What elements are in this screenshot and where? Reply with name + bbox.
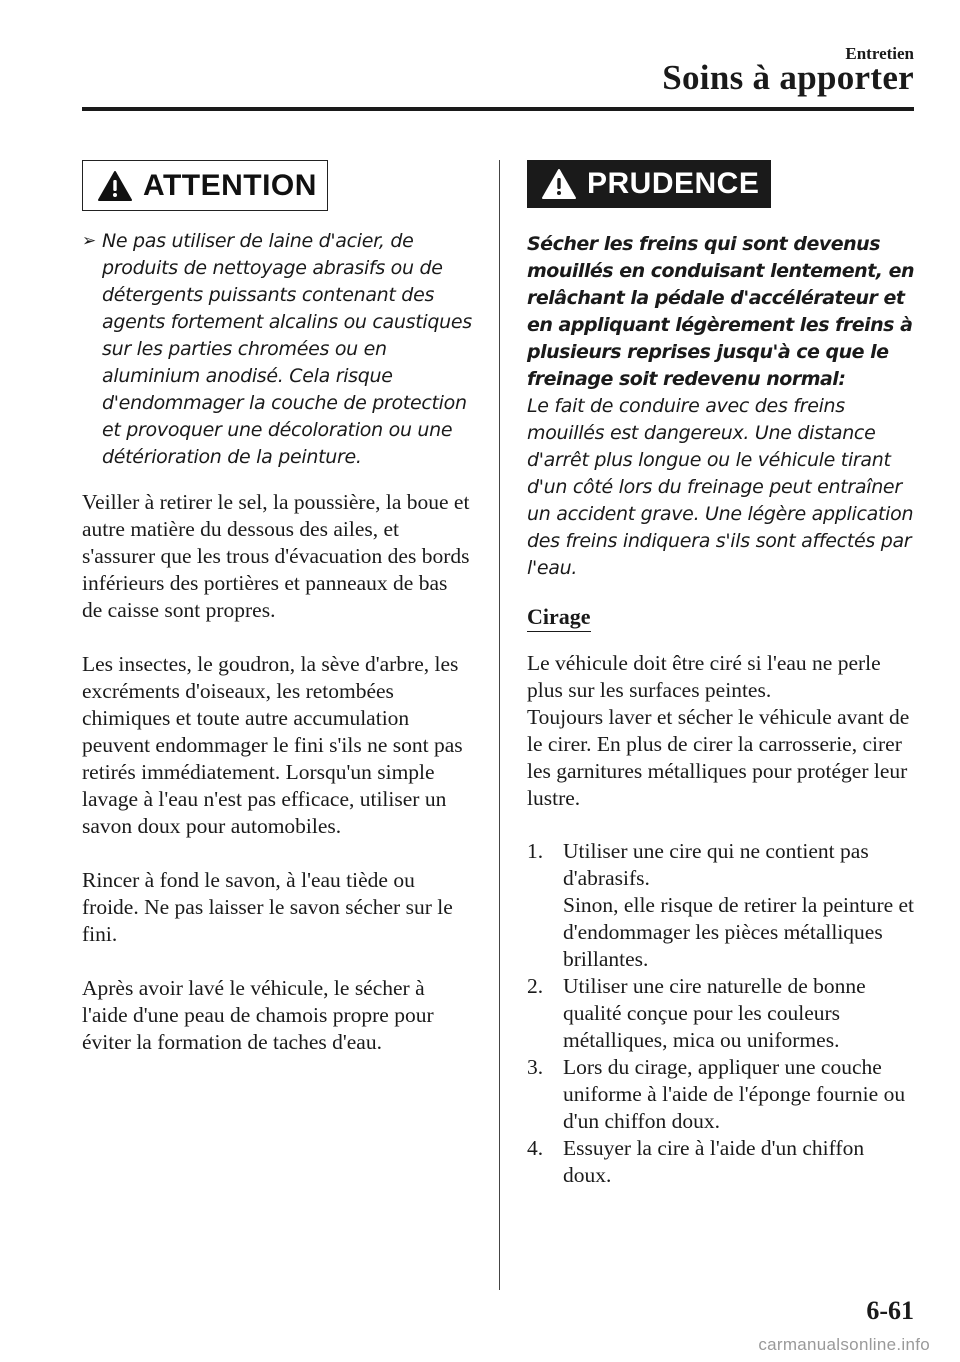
warning-triangle-icon: [97, 170, 133, 202]
left-column: [82, 160, 472, 1056]
warning-triangle-icon: [541, 168, 577, 200]
step-text: Essuyer la cire à l'aide d'un chiffon doux.: [563, 1136, 865, 1187]
step-item: [527, 973, 917, 1054]
prudence-bold-text: Sécher les freins qui sont devenus mouillés en conduisant lentement, en relâchant la pédale d'accélérateur et en appliquant légèrement les freins à plusieurs reprises jusqu'à ce que le freinage soit redevenu normal:: [527, 233, 915, 390]
attention-bullet-text: Ne pas utiliser de laine d'acier, de produits de nettoyage abrasifs ou de détergents puissants contenant des agents fortement alcalins ou caustiques sur les parties chromées ou en aluminium anodisé. Cela risque d'endommager la couche de protection et provoquer une décoloration ou une détérioration de la peinture.: [102, 230, 472, 468]
attention-bullet: [82, 228, 472, 471]
header-rule: [82, 107, 914, 111]
step-text: Utiliser une cire qui ne contient pas d'abrasifs.: [563, 839, 869, 890]
waxing-steps: [527, 838, 917, 1189]
column-divider: [499, 160, 500, 1290]
paragraph-salt: Veiller à retirer le sel, la poussière, la boue et autre matière du dessous des ailes, et s'assurer que les trous d'évacuation des bords inférieurs des portières et panneaux de bas de caisse sont propres.: [82, 490, 470, 622]
attention-badge: [82, 160, 328, 211]
cirage-paragraph-2: Toujours laver et sécher le véhicule avant de le cirer. En plus de cirer la carrosserie, cirer les garnitures métalliques pour protéger leur lustre.: [527, 705, 910, 810]
step-number: 3.: [527, 1055, 544, 1079]
step-item: [527, 838, 917, 973]
step-number: 4.: [527, 1136, 544, 1160]
paragraph-dry: Après avoir lavé le véhicule, le sécher à l'aide d'une peau de chamois propre pour éviter la formation de taches d'eau.: [82, 976, 434, 1054]
step-number: 1.: [527, 839, 544, 863]
step-text: Lors du cirage, appliquer une couche uniforme à l'aide de l'éponge fournie ou d'un chiffon doux.: [563, 1055, 906, 1133]
arrow-bullet-icon: ➢: [82, 231, 96, 251]
page-title: Soins à apporter: [662, 58, 914, 97]
step-item: [527, 1054, 917, 1135]
site-watermark: carmanualsonline.info: [758, 1335, 930, 1354]
step-item: [527, 1135, 917, 1189]
paragraph-insects: Les insectes, le goudron, la sève d'arbre, les excréments d'oiseaux, les retombées chimiques et toute autre accumulation peuvent endommager le fini s'ils ne sont pas retirés immédiatement. Lorsqu'un simple lavage à l'eau n'est pas efficace, utiliser un savon doux pour automobiles.: [82, 652, 463, 838]
prudence-badge: [527, 160, 771, 208]
prudence-text: Le fait de conduire avec des freins mouillés est dangereux. Une distance d'arrêt plus longue ou le véhicule tirant d'un côté lors du freinage peut entraîner un accident grave. Une légère application des freins indiquera s'ils sont affectés par l'eau.: [527, 395, 914, 579]
attention-label: ATTENTION: [143, 168, 317, 202]
prudence-label: PRUDENCE: [587, 167, 760, 200]
step-number: 2.: [527, 974, 544, 998]
step-extra-text: Sinon, elle risque de retirer la peinture et d'endommager les pièces métalliques brillantes.: [563, 893, 915, 971]
right-column: [527, 160, 917, 1189]
page-number: 6-61: [866, 1296, 914, 1325]
section-label: Entretien: [845, 44, 914, 63]
paragraph-rinse: Rincer à fond le savon, à l'eau tiède ou froide. Ne pas laisser le savon sécher sur le fini.: [82, 868, 453, 946]
step-text: Utiliser une cire naturelle de bonne qualité conçue pour les couleurs métalliques, mica ou uniformes.: [563, 974, 866, 1052]
cirage-heading: Cirage: [527, 604, 591, 632]
cirage-paragraph-1: Le véhicule doit être ciré si l'eau ne perle plus sur les surfaces peintes.: [527, 651, 881, 702]
